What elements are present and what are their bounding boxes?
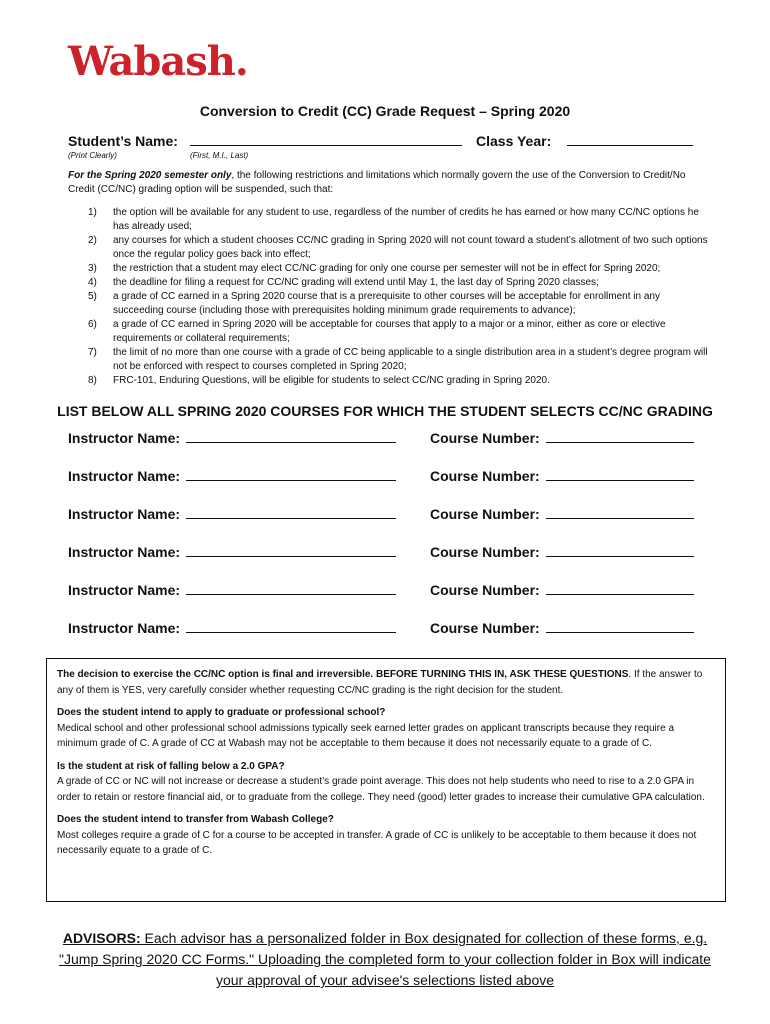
instructor-label: Instructor Name: — [68, 430, 181, 446]
warning-box — [46, 658, 726, 902]
question-answer: Medical school and other professional school admissions typically seek earned letter grades on applicant transcripts because they require a minimum grade of C. A grade of CC at Wabash may not be acceptable to them because it does not necessarily equate to a grade of C. — [57, 722, 675, 749]
list-number: 4) — [88, 277, 97, 288]
list-item — [68, 290, 708, 318]
course-number-label: Course Number: — [430, 506, 540, 522]
question-answer: A grade of CC or NC will not increase or decrease a student’s grade point average. This does not help students who need to rise to a 2.0 GPA in order to retain or restore financial aid, or to graduate from the college. They need (good) letter grades to increase their cumulative GPA calculation. — [57, 776, 705, 803]
class-year-field[interactable] — [567, 133, 693, 149]
student-name-field[interactable] — [190, 133, 462, 149]
course-number-label: Course Number: — [430, 468, 540, 484]
list-number: 8) — [88, 375, 97, 386]
question-answer: Most colleges require a grade of C for a course to be accepted in transfer. A grade of CC is unlikely to be acceptable to them because it does not necessarily equate to a grade of C. — [57, 829, 697, 856]
instructor-label: Instructor Name: — [68, 544, 181, 560]
course-entry-row — [68, 544, 708, 564]
intro-paragraph — [68, 169, 708, 197]
instructor-label: Instructor Name: — [68, 582, 181, 598]
course-number-field[interactable] — [546, 430, 694, 443]
question-block — [57, 759, 715, 806]
instructor-name-field[interactable] — [186, 430, 396, 443]
courses-heading: LIST BELOW ALL SPRING 2020 COURSES FOR WHICH THE STUDENT SELECTS CC/NC GRADING — [57, 403, 713, 419]
list-number: 5) — [88, 291, 97, 302]
course-entry-row — [68, 430, 708, 450]
list-number: 1) — [88, 207, 97, 218]
warning-lead-bold: The decision to exercise the CC/NC option is final and irreversible. BEFORE TURNING THIS IN, ASK THESE QUESTIONS — [57, 669, 629, 680]
course-number-label: Course Number: — [430, 620, 540, 636]
print-clearly-hint: (Print Clearly) — [68, 151, 117, 160]
list-text: the limit of no more than one course with a grade of CC being applicable to a single distribution area in a student’s degree program will not be enforced with respect to courses completed in Spring 2020; — [113, 347, 708, 372]
question-block — [57, 812, 715, 859]
list-item — [68, 234, 708, 262]
list-item — [68, 276, 708, 290]
intro-emphasis: For the Spring 2020 semester only — [68, 170, 232, 181]
course-number-field[interactable] — [546, 506, 694, 519]
list-item — [68, 374, 708, 388]
question-title: Does the student intend to transfer from Wabash College? — [57, 814, 334, 825]
course-entry-row — [68, 506, 708, 526]
list-number: 6) — [88, 319, 97, 330]
student-name-label: Student’s Name: — [68, 133, 178, 149]
instructor-label: Instructor Name: — [68, 620, 181, 636]
instructor-name-field[interactable] — [186, 468, 396, 481]
list-number: 2) — [88, 235, 97, 246]
course-entry-row — [68, 620, 708, 640]
course-number-label: Course Number: — [430, 582, 540, 598]
instructor-name-field[interactable] — [186, 506, 396, 519]
list-item — [68, 262, 708, 276]
course-number-label: Course Number: — [430, 544, 540, 560]
form-title: Conversion to Credit (CC) Grade Request – Spring 2020 — [199, 103, 571, 119]
instructor-name-field[interactable] — [186, 582, 396, 595]
course-number-field[interactable] — [546, 544, 694, 557]
list-text: the option will be available for any student to use, regardless of the number of credits he has earned or how many CC/NC options he has already used; — [113, 207, 699, 232]
wabash-logo: Wabash. — [68, 38, 248, 85]
list-item — [68, 206, 708, 234]
list-text: any courses for which a student chooses CC/NC grading in Spring 2020 will not count toward a student’s allotment of two such options once the regular policy goes back into effect; — [113, 235, 708, 260]
course-number-field[interactable] — [546, 582, 694, 595]
intro-text: , the following restrictions and limitations which normally govern the use of the Conversion to Credit/No Credit (CC/NC) grading option will be suspended, such that: — [68, 170, 686, 195]
list-text: FRC-101, Enduring Questions, will be eligible for students to select CC/NC grading in Spring 2020. — [113, 375, 550, 386]
course-number-field[interactable] — [546, 620, 694, 633]
list-text: a grade of CC earned in Spring 2020 will be acceptable for courses that apply to a major or a minor, either as core or elective requirements or collateral requirements; — [113, 319, 666, 344]
list-item — [68, 346, 708, 374]
list-text: the restriction that a student may elect CC/NC grading for only one course per semester will not be in effect for Spring 2020; — [113, 263, 661, 274]
instructor-name-field[interactable] — [186, 620, 396, 633]
advisors-note — [50, 928, 720, 991]
course-number-field[interactable] — [546, 468, 694, 481]
list-number: 3) — [88, 263, 97, 274]
list-item — [68, 318, 708, 346]
advisors-text: Each advisor has a personalized folder in Box designated for collection of these forms, e.g. "Jump Spring 2020 CC Forms." Uploading the completed form to your collection folder in Box will indicate your approval of your advisee's selections listed above — [59, 930, 711, 988]
list-number: 7) — [88, 347, 97, 358]
name-format-hint: (First, M.I., Last) — [190, 151, 249, 160]
warning-lead-text: . If the answer to any of them is YES, very carefully consider whether requesting CC/NC grading is the right decision for the student. — [57, 669, 703, 696]
policy-list — [68, 206, 708, 388]
question-title: Is the student at risk of falling below a 2.0 GPA? — [57, 760, 285, 772]
instructor-label: Instructor Name: — [68, 506, 181, 522]
advisors-label: ADVISORS: — [62, 930, 141, 946]
question-block — [57, 705, 715, 752]
class-year-label: Class Year: — [476, 133, 552, 149]
course-entry-row — [68, 468, 708, 488]
list-text: the deadline for filing a request for CC/NC grading will extend until May 1, the last day of Spring 2020 classes; — [113, 277, 599, 288]
question-title: Does the student intend to apply to graduate or professional school? — [57, 707, 386, 718]
instructor-name-field[interactable] — [186, 544, 396, 557]
course-entry-row — [68, 582, 708, 602]
instructor-label: Instructor Name: — [68, 468, 181, 484]
warning-lead — [57, 667, 715, 698]
course-number-label: Course Number: — [430, 430, 540, 446]
list-text: a grade of CC earned in a Spring 2020 course that is a prerequisite to other courses will be acceptable for enrollment in any succeeding course (including those with prerequisites holding minimum grade requirements to advance); — [113, 291, 660, 316]
